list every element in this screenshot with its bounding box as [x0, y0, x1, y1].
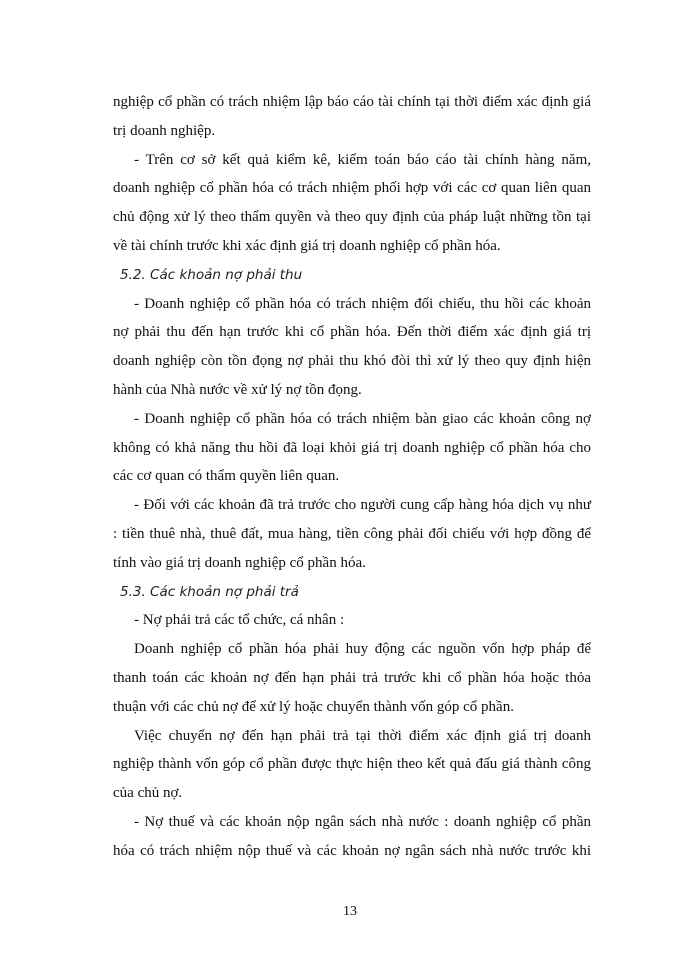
text-line: chủ động xử lý theo thẩm quyền và theo quy định của pháp luật những tồn tại: [113, 209, 591, 226]
text-line: - Doanh nghiệp cổ phần hóa có trách nhiệm đối chiếu, thu hồi các khoản: [134, 295, 591, 312]
text-line: trị doanh nghiệp.: [113, 122, 216, 139]
text-line: Doanh nghiệp cổ phần hóa phải huy động các nguồn vốn hợp pháp để: [134, 641, 591, 658]
section-heading: 5.3. Các khoản nợ phải trả: [120, 583, 299, 600]
text-line: các cơ quan có thẩm quyền liên quan.: [113, 468, 340, 485]
text-line: nghiệp thành vốn góp cổ phần được thực hiện theo kết quả đấu giá thành công: [113, 756, 591, 773]
text-line: thuận với các chủ nợ để xử lý hoặc chuyển thành vốn góp cổ phần.: [113, 698, 514, 715]
text-line: hóa có trách nhiệm nộp thuế và các khoản nợ ngân sách nhà nước trước khi: [113, 842, 591, 859]
text-line: không có khả năng thu hồi đã loại khỏi giá trị doanh nghiệp cổ phần hóa cho: [113, 439, 591, 456]
text-line: nghiệp cổ phần có trách nhiệm lập báo cáo tài chính tại thời điểm xác định giá: [113, 94, 591, 110]
text-line: Việc chuyển nợ đến hạn phải trả tại thời điểm xác định giá trị doanh: [134, 727, 591, 744]
text-line: - Trên cơ sở kết quả kiểm kê, kiểm toán báo cáo tài chính hàng năm,: [134, 151, 591, 168]
section-heading: 5.2. Các khoản nợ phải thu: [120, 266, 303, 283]
text-line: doanh nghiệp cổ phần hóa có trách nhiệm phối hợp với các cơ quan liên quan: [113, 180, 591, 197]
text-line: nợ phải thu đến hạn trước khi cổ phần hóa. Đến thời điểm xác định giá trị: [113, 324, 591, 341]
text-line: tính vào giá trị doanh nghiệp cổ phần hóa.: [113, 554, 366, 571]
text-line: - Doanh nghiệp cổ phần hóa có trách nhiệm bàn giao các khoản công nợ: [134, 410, 591, 427]
text-line: - Đối với các khoản đã trả trước cho người cung cấp hàng hóa dịch vụ như: [134, 497, 591, 514]
text-line: - Nợ thuế và các khoản nộp ngân sách nhà nước : doanh nghiệp cổ phần: [134, 813, 591, 830]
text-line: hành của Nhà nước về xử lý nợ tồn đọng.: [113, 381, 362, 398]
text-line: doanh nghiệp còn tồn đọng nợ phải thu khó đòi thì xử lý theo quy định hiện: [113, 353, 591, 370]
text-line: thanh toán các khoản nợ đến hạn phải trả trước khi cổ phần hóa hoặc thỏa: [113, 669, 591, 686]
text-line: của chủ nợ.: [113, 785, 183, 802]
text-line: về tài chính trước khi xác định giá trị doanh nghiệp cổ phần hóa.: [113, 237, 501, 254]
page-number: 13: [343, 904, 357, 919]
text-line: - Nợ phải trả các tổ chức, cá nhân :: [134, 612, 345, 629]
text-line: : tiền thuê nhà, thuê đất, mua hàng, tiền công phải đối chiếu với hợp đồng để: [113, 525, 591, 542]
body-text: [113, 88, 591, 866]
